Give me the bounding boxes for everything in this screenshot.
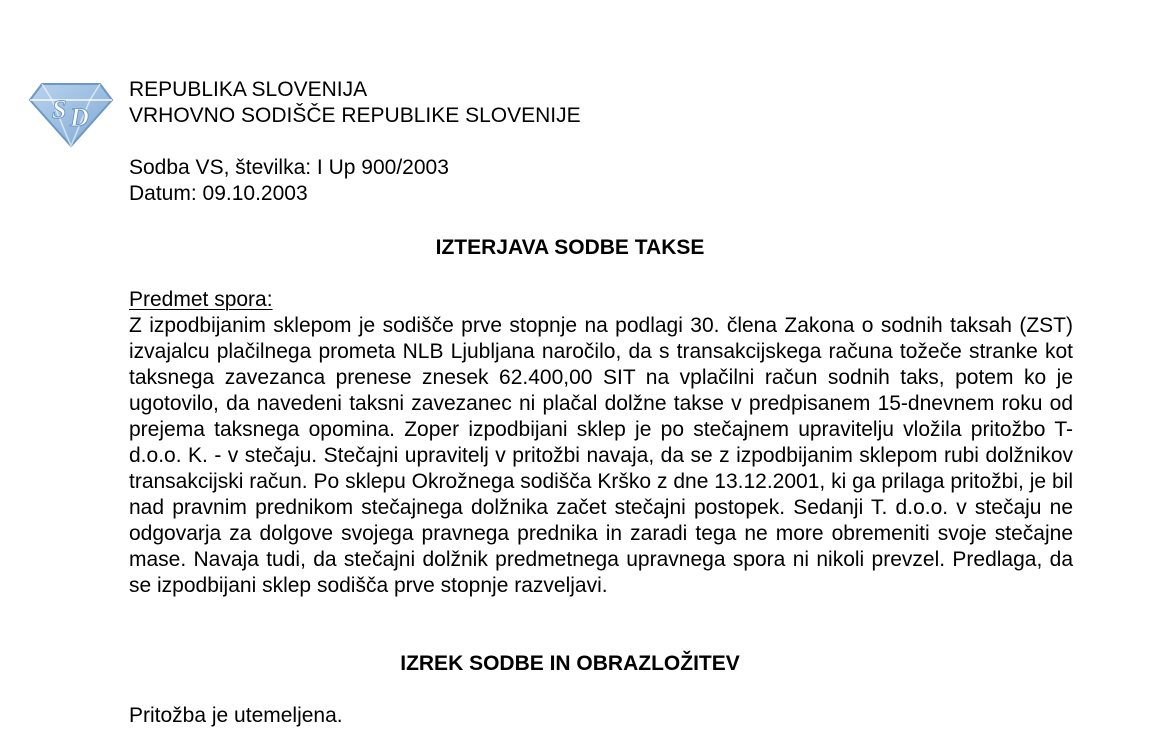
- document-title: IZTERJAVA SODBE TAKSE: [435, 236, 705, 259]
- case-date: Datum: 09.10.2003: [129, 182, 308, 205]
- verdict-text: Pritožba je utemeljena.: [129, 704, 343, 727]
- subject-text: Z izpodbijanim sklepom je sodišče prve stopnje na podlagi 30. člena Zakona o sodnih taksah (ZST) izvajalcu plačilnega prometa NLB Ljubljana naročilo, da s transakcijskega računa tožeče stranke kot taksnega zavezanca prenese znesek 62.400,00 SIT na vplačilni račun sodnih taks, potem ko je ugotovilo, da navedeni taksni zavezanec ni plačal dolžne takse v predpisanem 15-dnevnem roku od prejema taksnega opomina. Zoper izpodbijani sklep je po stečajnem upravitelju vložila pritožbo T- d.o.o. K. - v stečaju. Stečajni upravitelj v pritožbi navaja, da se z izpodbijanim sklepom rubi dolžnikov transakcijski račun. Po sklepu Okrožnega sodišča Krško z dne 13.12.2001, ki ga prilaga pritožbi, je bil nad pravnim prednikom stečajnega dolžnika začet stečajni postopek. Sedanji T. d.o.o. v stečaju ne odgovarja za dolgove svojega pravnega prednika in zaradi tega ne more obremeniti svoje stečajne mase. Navaja tudi, da stečajni dolžnik predmetnega upravnega spora ni nikoli prevzel. Predlaga, da se izpodbijani sklep sodišča prve stopnje razveljavi.: [129, 314, 1073, 597]
- case-number: Sodba VS, številka: I Up 900/2003: [129, 156, 449, 179]
- court-shield-logo-icon: [28, 80, 114, 148]
- svg-text:S: S: [52, 95, 67, 124]
- header-country: REPUBLIKA SLOVENIJA: [129, 78, 368, 101]
- section-title: IZREK SODBE IN OBRAZLOŽITEV: [400, 652, 740, 675]
- header-court: VRHOVNO SODIŠČE REPUBLIKE SLOVENIJE: [129, 104, 581, 127]
- subject-label: Predmet spora:: [129, 288, 273, 311]
- svg-text:D: D: [70, 103, 89, 132]
